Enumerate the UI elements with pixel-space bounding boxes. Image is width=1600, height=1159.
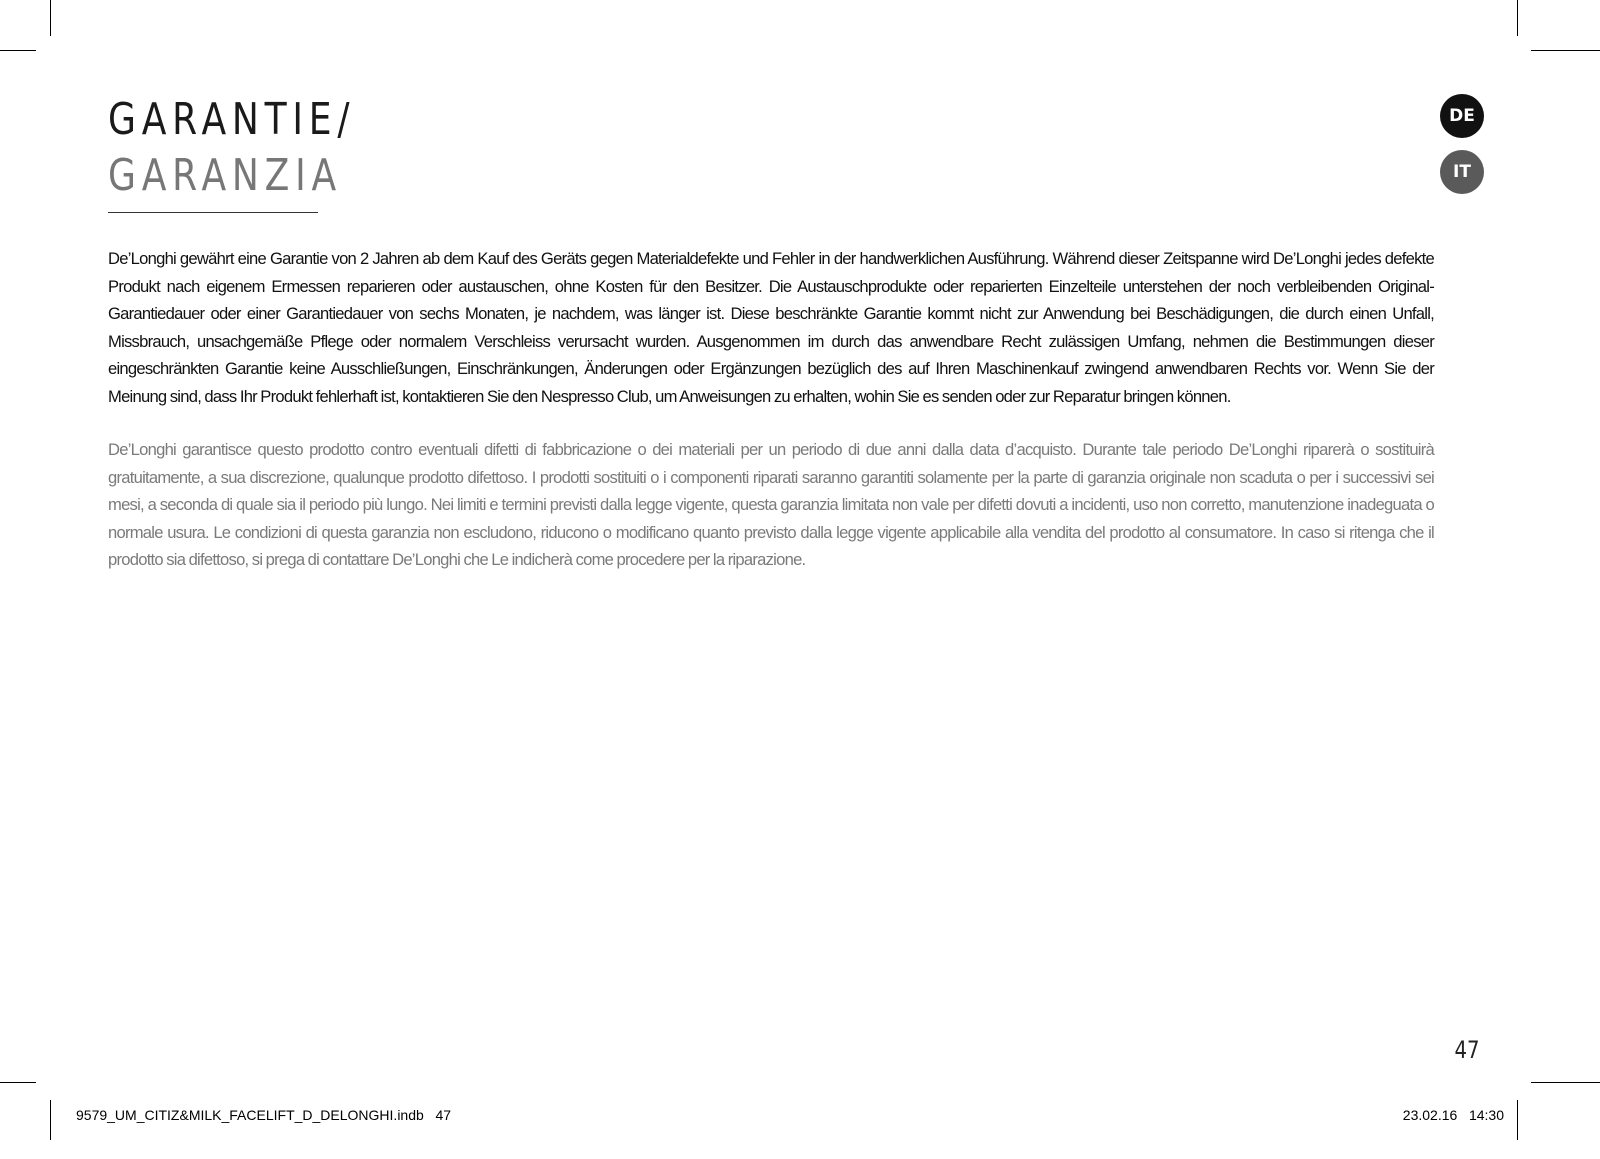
language-tab-it[interactable]: IT: [1440, 150, 1484, 194]
print-file-slug: 9579_UM_CITIZ&MILK_FACELIFT_D_DELONGHI.indb 47: [76, 1107, 452, 1123]
title-german: GARANTIE/: [108, 94, 356, 145]
crop-mark: [1531, 50, 1600, 51]
language-tab-de[interactable]: DE: [1440, 94, 1484, 138]
crop-mark: [1517, 0, 1518, 36]
title-underline: [108, 212, 318, 213]
crop-mark: [0, 50, 36, 51]
page-number: 47: [1454, 1036, 1480, 1064]
crop-mark: [50, 1100, 51, 1140]
warranty-text-italian: De’Longhi garantisce questo prodotto contro eventuali difetti di fabbricazione o dei materiali per un periodo di due anni dalla data d’acquisto. Durante tale periodo De’Longhi riparerà o sostituirà gratuitamente, a sua discrezione, qualunque prodotto difettoso. I prodotti sostituiti o i componenti riparati saranno garantiti solamente per la parte di garanzia originale non scaduta o per i successivi sei mesi, a seconda di quale sia il periodo più lungo. Nei limiti e termini previsti dalla legge vigente, questa garanzia limitata non vale per difetti dovuti a incidenti, uso non corretto, manutenzione inadeguata o normale usura. Le condizioni di questa garanzia non escludono, riducono o modificano quanto previsto dalla legge vigente applicabile alla vendita del prodotto al consumatore. In caso si ritenga che il prodotto sia difettoso, si prega di contattare De’Longhi che Le indicherà come procedere per la riparazione.: [108, 440, 1434, 569]
crop-mark: [50, 0, 51, 36]
title-italian: GARANZIA: [108, 150, 342, 201]
print-date-time: 23.02.16 14:30: [1402, 1107, 1504, 1123]
warranty-text-german: De’Longhi gewährt eine Garantie von 2 Jahren ab dem Kauf des Geräts gegen Materialdefekte und Fehler in der handwerklichen Ausführung. Während dieser Zeitspanne wird De’Longhi jedes defekte Produkt nach eigenem Ermessen reparieren oder austauschen, ohne Kosten für den Besitzer. Die Austauschprodukte oder reparierten Einzelteile unterstehen der noch verbleibenden Original-Garantiedauer oder einer Garantiedauer von sechs Monaten, je nachdem, was länger ist. Diese beschränkte Garantie kommt nicht zur Anwendung bei Beschädigungen, die durch einen Unfall, Missbrauch, unsachgemäße Pflege oder normalem Verschleiss verursacht wurden. Ausgenommen im durch das anwendbare Recht zulässigen Umfang, nehmen die Bestimmungen dieser eingeschränkten Garantie keine Ausschließungen, Einschränkungen, Änderungen oder Ergänzungen bezüglich des auf Ihren Maschinenkauf zwingend anwendbaren Rechts vor. Wenn Sie der Meinung sind, dass Ihr Produkt fehlerhaft ist, kontaktieren Sie den Nespresso Club, um Anweisungen zu erhalten, wohin Sie es senden oder zur Reparatur bringen können.: [108, 249, 1434, 406]
page-title: [108, 92, 409, 204]
crop-mark: [1517, 1100, 1518, 1140]
crop-mark: [0, 1082, 36, 1083]
crop-mark: [1531, 1082, 1600, 1083]
